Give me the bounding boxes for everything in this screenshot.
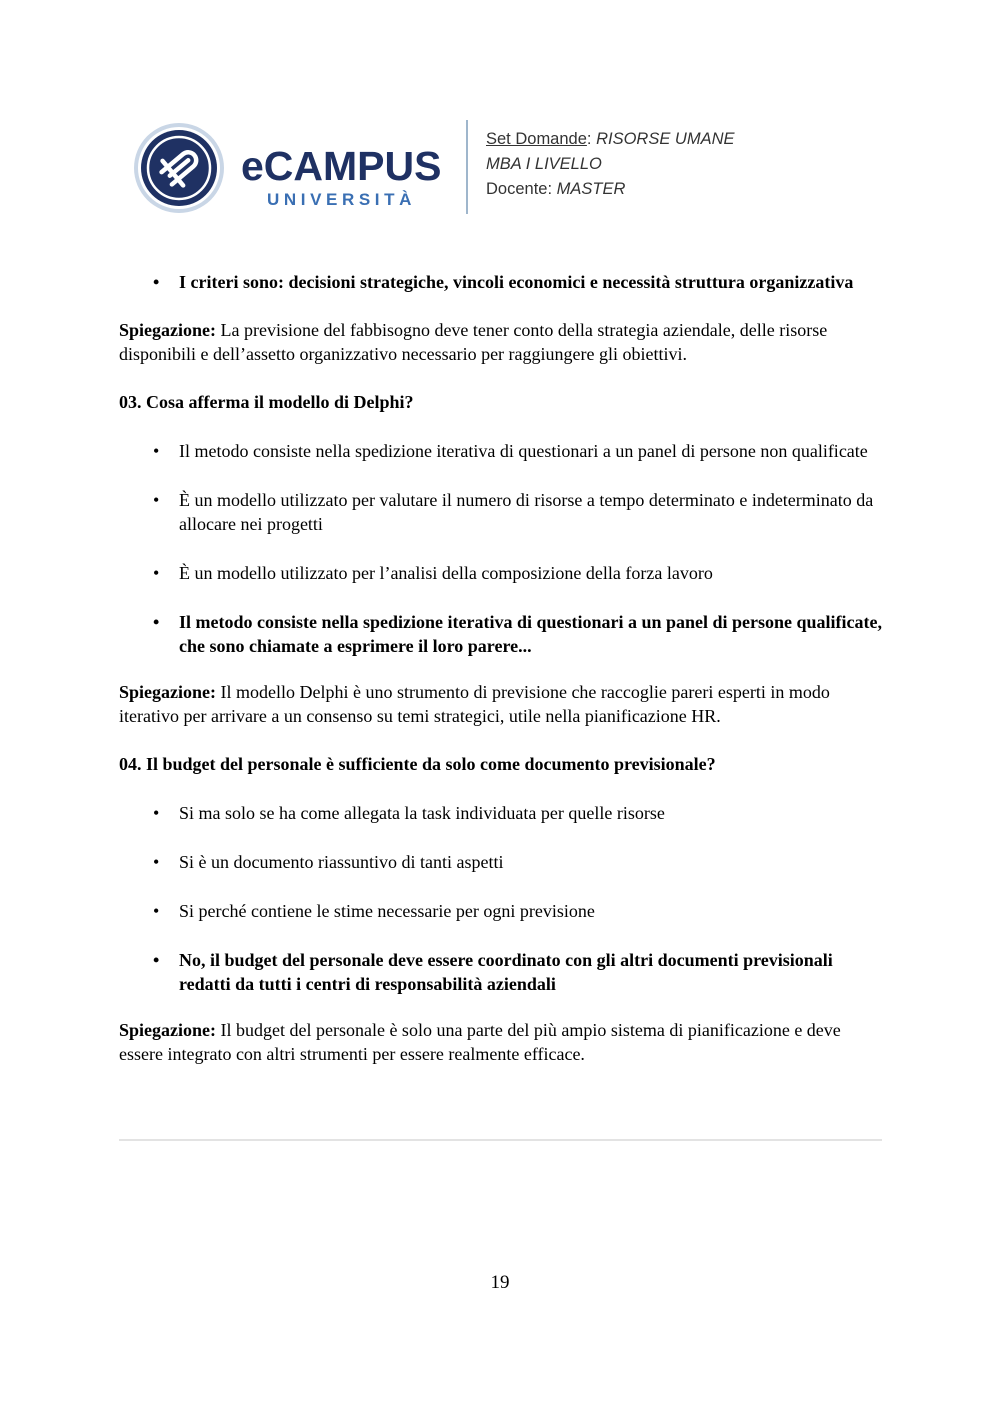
university-seal-icon	[133, 122, 225, 214]
answer-text: I criteri sono: decisioni strategiche, vincoli economici e necessità struttura organizzativa	[179, 272, 854, 292]
page-number: 19	[490, 1272, 510, 1293]
bullet-icon: •	[153, 852, 160, 872]
header-divider	[466, 120, 468, 214]
brand-subtitle: UNIVERSITÀ	[267, 190, 416, 209]
answer-text: No, il budget del personale deve essere coordinato con gli altri documenti previsionali redatti da tutti i centri di responsabilità aziendali	[179, 950, 833, 994]
answer-item	[119, 801, 884, 825]
teacher-line	[486, 177, 735, 202]
bullet-icon: •	[153, 612, 160, 632]
brand-logo	[241, 144, 456, 214]
answer-item	[119, 488, 884, 536]
explanation	[119, 680, 884, 728]
answer-item	[119, 561, 884, 585]
answer-item	[119, 850, 884, 874]
bullet-icon: •	[153, 901, 160, 921]
explanation-label: Spiegazione:	[119, 320, 216, 340]
header-info	[486, 127, 735, 202]
explanation-label: Spiegazione:	[119, 682, 216, 702]
answer-text: Si perché contiene le stime necessarie per ogni previsione	[179, 901, 595, 921]
answer-item	[119, 899, 884, 923]
bullet-icon: •	[153, 272, 160, 292]
answer-item	[119, 270, 884, 294]
level-line: MBA I LIVELLO	[486, 155, 602, 173]
answer-text: È un modello utilizzato per valutare il numero di risorse a tempo determinato e indeterminato da allocare nei progetti	[179, 490, 874, 534]
answer-text: È un modello utilizzato per l’analisi della composizione della forza lavoro	[179, 563, 713, 583]
bullet-icon: •	[153, 563, 160, 583]
answer-item-correct	[119, 948, 884, 996]
explanation-text: Il modello Delphi è uno strumento di previsione che raccoglie pareri esperti in modo iterativo per arrivare a un consenso su temi strategici, utile nella pianificazione HR.	[119, 682, 830, 726]
page-header	[133, 118, 773, 218]
explanation-text: La previsione del fabbisogno deve tener conto della strategia aziendale, delle risorse disponibili e dell’assetto organizzativo necessario per raggiungere gli obiettivi.	[119, 320, 828, 364]
answer-text: Si ma solo se ha come allegata la task individuata per quelle risorse	[179, 803, 665, 823]
bullet-icon: •	[153, 803, 160, 823]
answer-text: Il metodo consiste nella spedizione iterativa di questionari a un panel di persone non qualificate	[179, 441, 868, 461]
explanation	[119, 318, 884, 366]
bullet-icon: •	[153, 950, 160, 970]
brand-name: eCAMPUS	[241, 143, 442, 189]
teacher-value: MASTER	[556, 180, 626, 198]
bullet-icon: •	[153, 490, 160, 510]
question-title: 03. Cosa afferma il modello di Delphi?	[119, 392, 414, 412]
set-value: RISORSE UMANE	[596, 130, 735, 148]
answer-text: Si è un documento riassuntivo di tanti aspetti	[179, 852, 504, 872]
question-title: 04. Il budget del personale è sufficiente da solo come documento previsionale?	[119, 754, 716, 774]
horizontal-divider	[119, 1139, 882, 1141]
teacher-label: Docente:	[486, 180, 553, 198]
set-label: Set Domande	[486, 130, 587, 148]
bullet-icon: •	[153, 441, 160, 461]
set-line: Set Domande: RISORSE UMANE	[486, 130, 735, 148]
explanation-text: Il budget del personale è solo una parte del più ampio sistema di pianificazione e deve essere integrato con altri strumenti per essere realmente efficace.	[119, 1020, 841, 1064]
answer-item	[119, 439, 884, 463]
answer-text: Il metodo consiste nella spedizione iterativa di questionari a un panel di persone qualificate, che sono chiamate a esprimere il loro parere...	[179, 612, 883, 656]
page-content	[119, 270, 884, 1066]
answer-item-correct	[119, 610, 884, 658]
explanation	[119, 1018, 884, 1066]
explanation-label: Spiegazione:	[119, 1020, 216, 1040]
